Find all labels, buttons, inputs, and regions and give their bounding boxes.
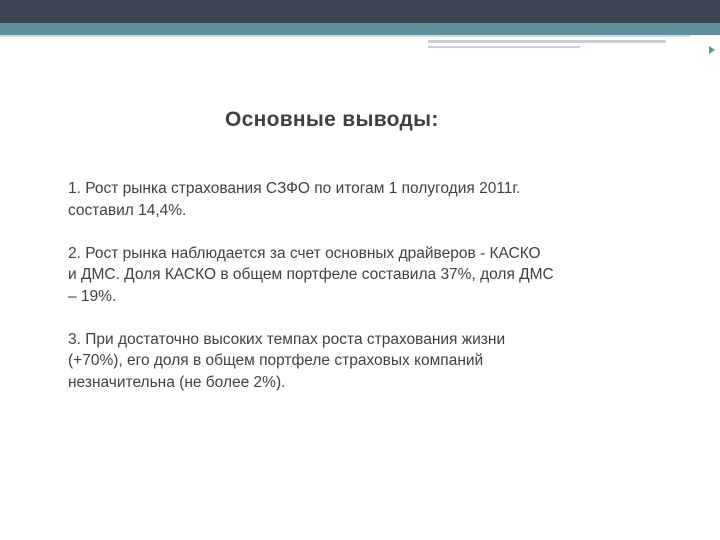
conclusion-line: и ДМС. Доля КАСКО в общем портфеле составила 37%, доля ДМС — [68, 266, 554, 283]
conclusion-item-2 — [68, 243, 678, 308]
conclusion-line: составил 14,4%. — [68, 201, 187, 219]
conclusion-item-1 — [68, 178, 678, 221]
conclusion-line: (+70%), его доля в общем портфеле страховых компаний — [68, 352, 484, 369]
conclusion-item-3 — [68, 329, 678, 394]
conclusion-line: 3. При достаточно высоких темпах роста страхования жизни — [68, 330, 506, 348]
conclusion-line: – 19%. — [68, 287, 117, 305]
conclusions-list — [68, 178, 678, 415]
header-accent-line — [428, 40, 666, 43]
header-bar-dark — [0, 0, 720, 23]
slide-title: Основные выводы: — [225, 108, 439, 131]
conclusion-line: 2. Рост рынка наблюдается за счет основных драйверов - КАСКО — [68, 244, 541, 262]
header-stripe — [0, 35, 690, 37]
conclusion-line: 1. Рост рынка страхования СЗФО по итогам 1 полугодия 2011г. — [68, 180, 521, 197]
header-bar-teal — [0, 23, 720, 35]
header-accent-line-short — [428, 46, 580, 48]
triangle-marker-icon — [709, 46, 715, 54]
conclusion-line: незначительна (не более 2%). — [68, 373, 286, 391]
